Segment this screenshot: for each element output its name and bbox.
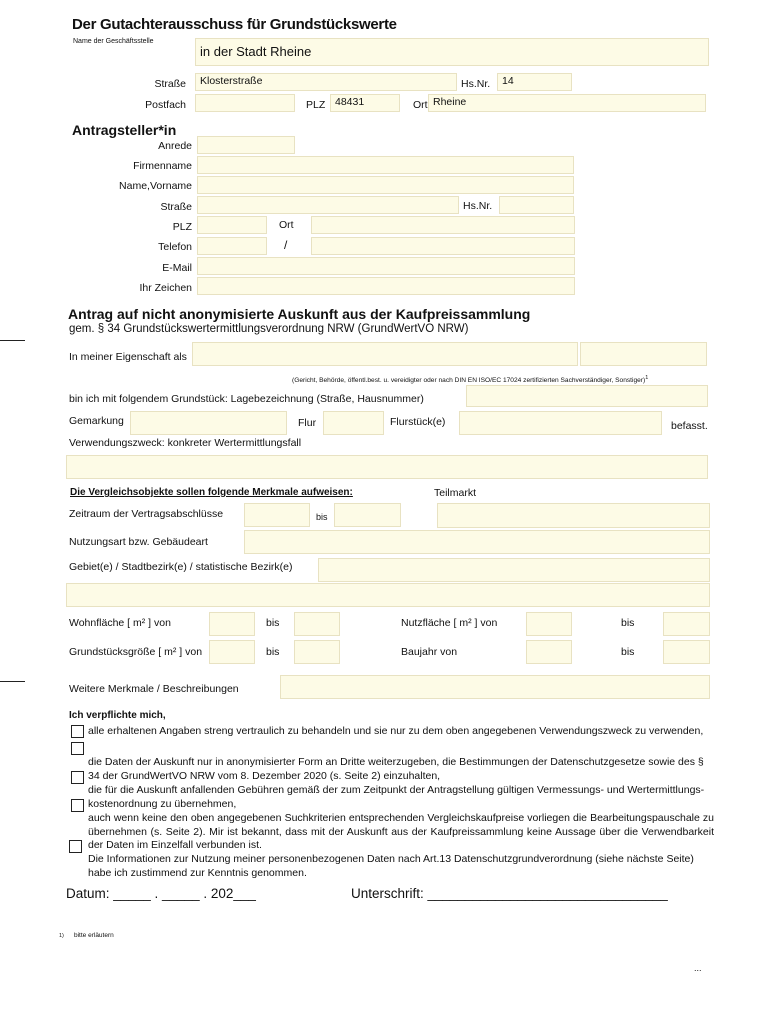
eigenschaft-label: In meiner Eigenschaft als (69, 351, 187, 363)
wohnflaeche-bis-label: bis (266, 617, 280, 629)
plz-label: PLZ (172, 221, 192, 233)
baujahr-bis-label: bis (621, 646, 635, 658)
unterschrift-field[interactable]: Unterschrift: ________________________________ (351, 886, 668, 901)
anrede-label: Anrede (158, 140, 192, 152)
lagebezeichnung-field[interactable] (466, 385, 708, 407)
zeitraum-bis-label: bis (316, 512, 328, 522)
office-title: Der Gutachterausschuss für Grundstückswerte (72, 16, 397, 33)
grundstuecksgroesse-from-field[interactable] (209, 640, 255, 664)
commitment-checkbox-1[interactable] (71, 725, 84, 738)
office-hsnr-label: Hs.Nr. (461, 78, 491, 90)
grundstueck-label: bin ich mit folgendem Grundstück: Lagebezeichnung (Straße, Hausnummer) (69, 393, 424, 405)
telefon-number-field[interactable] (311, 237, 575, 255)
commitment-text-3: die für die Auskunft anfallenden Gebühren gemäß der zum Zeitpunkt der Antragstellung gültigen Vermessungs- und Wertermittlungs-kostenordnung zu übernehmen, (88, 784, 705, 810)
hsnr-field[interactable] (499, 196, 574, 214)
datum-field[interactable]: Datum: _____ . _____ . 202___ (66, 886, 256, 901)
zeitraum-to-field[interactable] (334, 503, 401, 527)
hsnr-label: Hs.Nr. (463, 200, 493, 212)
commitment-checkbox-4[interactable] (69, 840, 82, 853)
applicant-heading: Antragsteller*in (72, 122, 177, 138)
eigenschaft-note: (Gericht, Behörde, öffentl.best. u. vereidigter oder nach DIN EN ISO/EC 17024 zertifizierten Sachverständiger, Sonstiger)$^1$ (292, 375, 649, 385)
eigenschaft-field[interactable] (192, 342, 578, 366)
telefon-separator: / (284, 238, 288, 252)
grundstuecksgroesse-to-field[interactable] (294, 640, 340, 664)
email-field[interactable] (197, 257, 575, 275)
office-postfach-label: Postfach (145, 99, 186, 111)
ort-field[interactable] (311, 216, 575, 234)
telefon-prefix-field[interactable] (197, 237, 267, 255)
office-name-field[interactable]: in der Stadt Rheine (195, 38, 709, 66)
firmenname-field[interactable] (197, 156, 574, 174)
note-mark: 1 (645, 375, 649, 381)
nutzungsart-field[interactable] (244, 530, 710, 554)
teilmarkt-field[interactable] (437, 503, 710, 528)
zeitraum-from-field[interactable] (244, 503, 310, 527)
grundstuecksgroesse-label: Grundstücksgröße [ m² ] von (69, 646, 203, 658)
request-heading: Antrag auf nicht anonymisierte Auskunft aus der Kaufpreissammlung (68, 306, 531, 322)
gebiet-label: Gebiet(e) / Stadtbezirk(e) / statistische Bezirk(e) (69, 561, 293, 573)
firmenname-label: Firmenname (133, 160, 192, 172)
commitment-info: Die Informationen zur Nutzung meiner personenbezogenen Daten nach Art.13 Datenschutzgrundverordnung (siehe nächste Seite) habe ich zustimmend zur Kenntnis genommen. (88, 853, 694, 879)
gemarkung-field[interactable] (130, 411, 287, 435)
footnote-mark: 1) (59, 933, 64, 939)
office-plz-field[interactable]: 48431 (330, 94, 400, 112)
office-plz-label: PLZ (306, 99, 326, 111)
grundstuecksgroesse-bis-label: bis (266, 646, 280, 658)
gebiet-field[interactable] (318, 558, 710, 582)
office-street-label: Straße (154, 78, 186, 90)
baujahr-label: Baujahr von (401, 646, 458, 658)
strasse-label: Straße (160, 201, 192, 213)
nutzungsart-label: Nutzungsart bzw. Gebäudeart (69, 536, 208, 548)
gebiet-field-2[interactable] (66, 583, 710, 607)
commitment-checkbox-2[interactable] (71, 771, 84, 784)
flur-field[interactable] (323, 411, 384, 435)
wohnflaeche-to-field[interactable] (294, 612, 340, 636)
baujahr-from-field[interactable] (526, 640, 572, 664)
office-postfach-field[interactable] (195, 94, 295, 112)
flurstueck-field[interactable] (459, 411, 662, 435)
plz-field[interactable] (197, 216, 267, 234)
nutzflaeche-to-field[interactable] (663, 612, 710, 636)
commitment-heading: Ich verpflichte mich, (69, 710, 166, 721)
nutzflaeche-bis-label: bis (621, 617, 635, 629)
flur-label: Flur (298, 417, 317, 429)
commitment-text-4: auch wenn keine den oben angegebenen Suchkriterien entsprechenden Vergleichskaufpreise vorliegen die Bearbeitungspauschale zu übernehmen (s. Seite 2). Mir ist bekannt, dass mit der Auskunft aus der Kaufpreissammlung keine Aussage über die Verwendbarkeit der Daten im Einzelfall verbunden ist. (88, 812, 714, 851)
footnote-text: bitte erläutern (74, 932, 114, 939)
teilmarkt-label: Teilmarkt (434, 487, 477, 499)
name-label: Name,Vorname (119, 180, 192, 192)
anrede-field[interactable] (197, 136, 295, 154)
continue-marker: ... (694, 963, 702, 973)
office-hsnr-field[interactable]: 14 (497, 73, 572, 91)
name-field[interactable] (197, 176, 574, 194)
eigenschaft-other-field[interactable] (580, 342, 707, 366)
strasse-field[interactable] (197, 196, 459, 214)
weitere-label: Weitere Merkmale / Beschreibungen (69, 683, 239, 695)
flurstueck-label: Flurstück(e) (390, 416, 446, 428)
email-label: E-Mail (162, 262, 192, 274)
befasst-label: befasst. (671, 420, 708, 432)
nutzflaeche-label: Nutzfläche [ m² ] von (401, 617, 498, 629)
zeichen-field[interactable] (197, 277, 575, 295)
commitment-text-2: die Daten der Auskunft nur in anonymisierter Form an Dritte weiterzugeben, die Bestimmungen der Datenschutzgesetze sowie des § 34 der GrundWertVO NRW vom 8. Dezember 2020 (s. Seite 2) einzuhalten, (88, 756, 704, 782)
zeichen-label: Ihr Zeichen (139, 282, 192, 294)
zweck-field[interactable] (66, 455, 708, 479)
office-street-field[interactable]: Klosterstraße (195, 73, 457, 91)
margin-marker (0, 340, 25, 341)
request-subheading: gem. § 34 Grundstückswertermittlungsverordnung NRW (GrundWertVO NRW) (69, 323, 469, 335)
commitment-checkbox-1b[interactable] (71, 742, 84, 755)
baujahr-to-field[interactable] (663, 640, 710, 664)
office-ort-field[interactable]: Rheine (428, 94, 706, 112)
telefon-label: Telefon (158, 241, 192, 253)
office-ort-label: Ort (413, 99, 428, 111)
nutzflaeche-from-field[interactable] (526, 612, 572, 636)
weitere-field[interactable] (280, 675, 710, 699)
commitment-checkbox-3[interactable] (71, 799, 84, 812)
wohnflaeche-label: Wohnfläche [ m² ] von (69, 617, 171, 629)
zeitraum-label: Zeitraum der Vertragsabschlüsse (69, 508, 224, 520)
office-name-label: Name der Geschäftsstelle (73, 38, 154, 45)
gemarkung-label: Gemarkung (69, 415, 124, 427)
ort-label: Ort (279, 219, 294, 231)
wohnflaeche-from-field[interactable] (209, 612, 255, 636)
margin-marker (0, 681, 25, 682)
commitment-text-1: alle erhaltenen Angaben streng vertraulich zu behandeln und sie nur zu dem oben angegebenen Verwendungszweck zu verwenden, (88, 725, 704, 737)
criteria-heading: Die Vergleichsobjekte sollen folgende Merkmale aufweisen: (70, 487, 353, 498)
zweck-label: Verwendungszweck: konkreter Wertermittlungsfall (69, 437, 302, 449)
